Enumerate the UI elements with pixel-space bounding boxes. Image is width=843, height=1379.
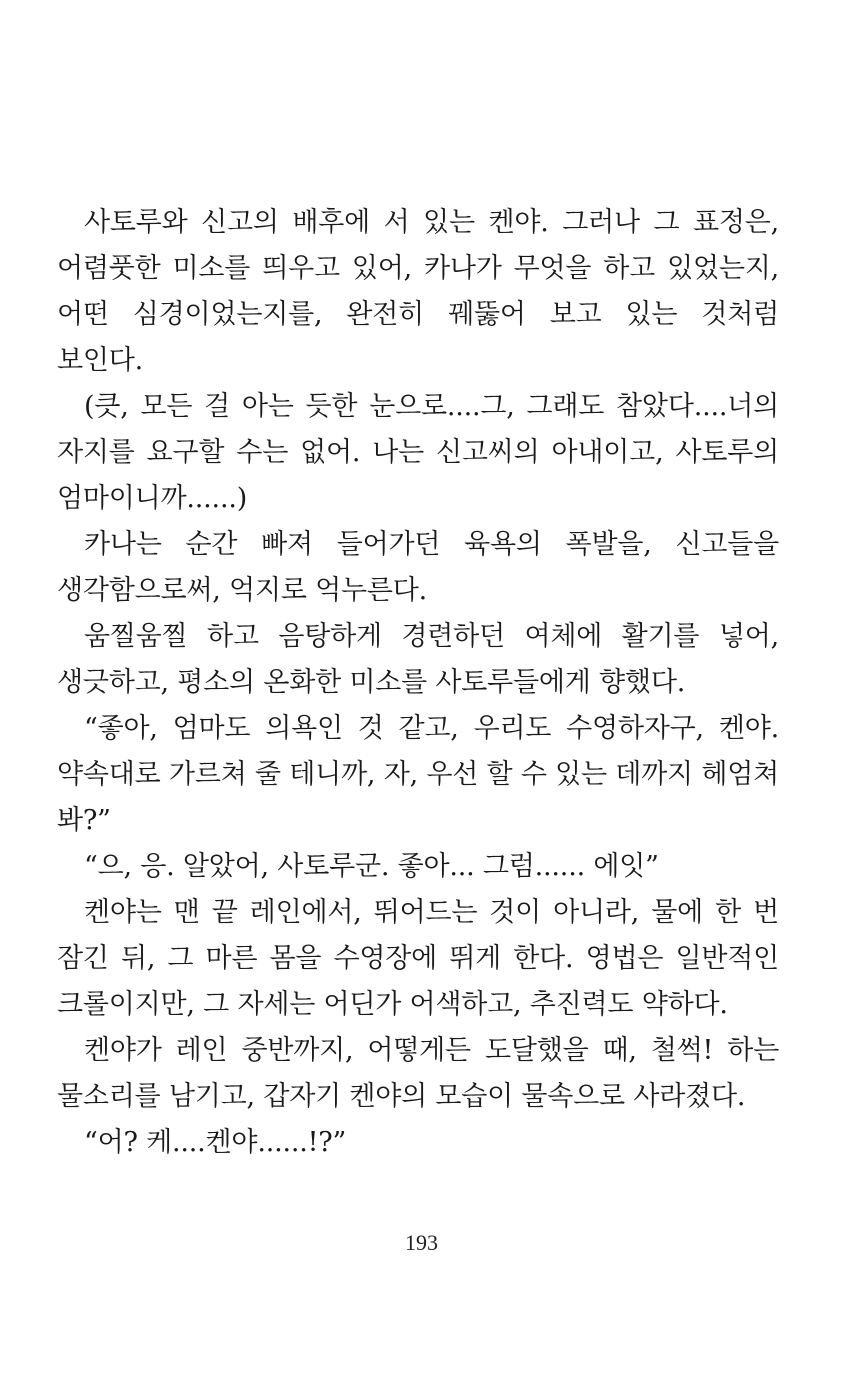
text-line: 물소리를 남기고, 갑자기 켄야의 모습이 물속으로 사라졌다.: [57, 1081, 746, 1112]
text-line: 어떤 심경이었는지를, 완전히 꿰뚫어 보고 있는 것처럼: [57, 299, 779, 330]
text-line: 사토루와 신고의 배후에 서 있는 켄야. 그러나 그 표정은,: [84, 207, 779, 238]
text-line: “좋아, 엄마도 의욕인 것 같고, 우리도 수영하자구, 켄야.: [84, 713, 779, 744]
text-line: 약속대로 가르쳐 줄 테니까, 자, 우선 할 수 있는 데까지 헤엄쳐: [57, 759, 779, 790]
text-line: 봐?”: [57, 805, 111, 836]
text-line: 생긋하고, 평소의 온화한 미소를 사토루들에게 향했다.: [57, 667, 686, 698]
text-line: (큿, 모든 걸 아는 듯한 눈으로....그, 그래도 참았다....너의: [84, 391, 779, 422]
text-line: 카나는 순간 빠져 들어가던 육욕의 폭발을, 신고들을: [84, 529, 779, 560]
text-line: 어렴풋한 미소를 띄우고 있어, 카나가 무엇을 하고 있었는지,: [57, 253, 779, 284]
text-line: 잠긴 뒤, 그 마른 몸을 수영장에 뛰게 한다. 영법은 일반적인: [57, 943, 779, 974]
text-line: 움찔움찔 하고 음탕하게 경련하던 여체에 활기를 넣어,: [84, 621, 779, 652]
text-line: “으, 응. 알았어, 사토루군. 좋아... 그럼...... 에잇”: [84, 851, 659, 882]
text-line: 켄야가 레인 중반까지, 어떻게든 도달했을 때, 철썩! 하는: [84, 1035, 779, 1066]
text-line: 크롤이지만, 그 자세는 어딘가 어색하고, 추진력도 약하다.: [57, 989, 728, 1020]
text-line: 보인다.: [57, 345, 144, 376]
body-text: [57, 200, 779, 1166]
page-number: 193: [405, 1230, 438, 1255]
text-line: “어? 케....켄야......!?”: [84, 1127, 347, 1158]
text-line: 자지를 요구할 수는 없어. 나는 신고씨의 아내이고, 사토루의: [57, 437, 779, 468]
text-line: 생각함으로써, 억지로 억누른다.: [57, 575, 427, 606]
text-line: 켄야는 맨 끝 레인에서, 뛰어드는 것이 아니라, 물에 한 번: [84, 897, 779, 928]
text-line: 엄마이니까......): [57, 483, 248, 514]
